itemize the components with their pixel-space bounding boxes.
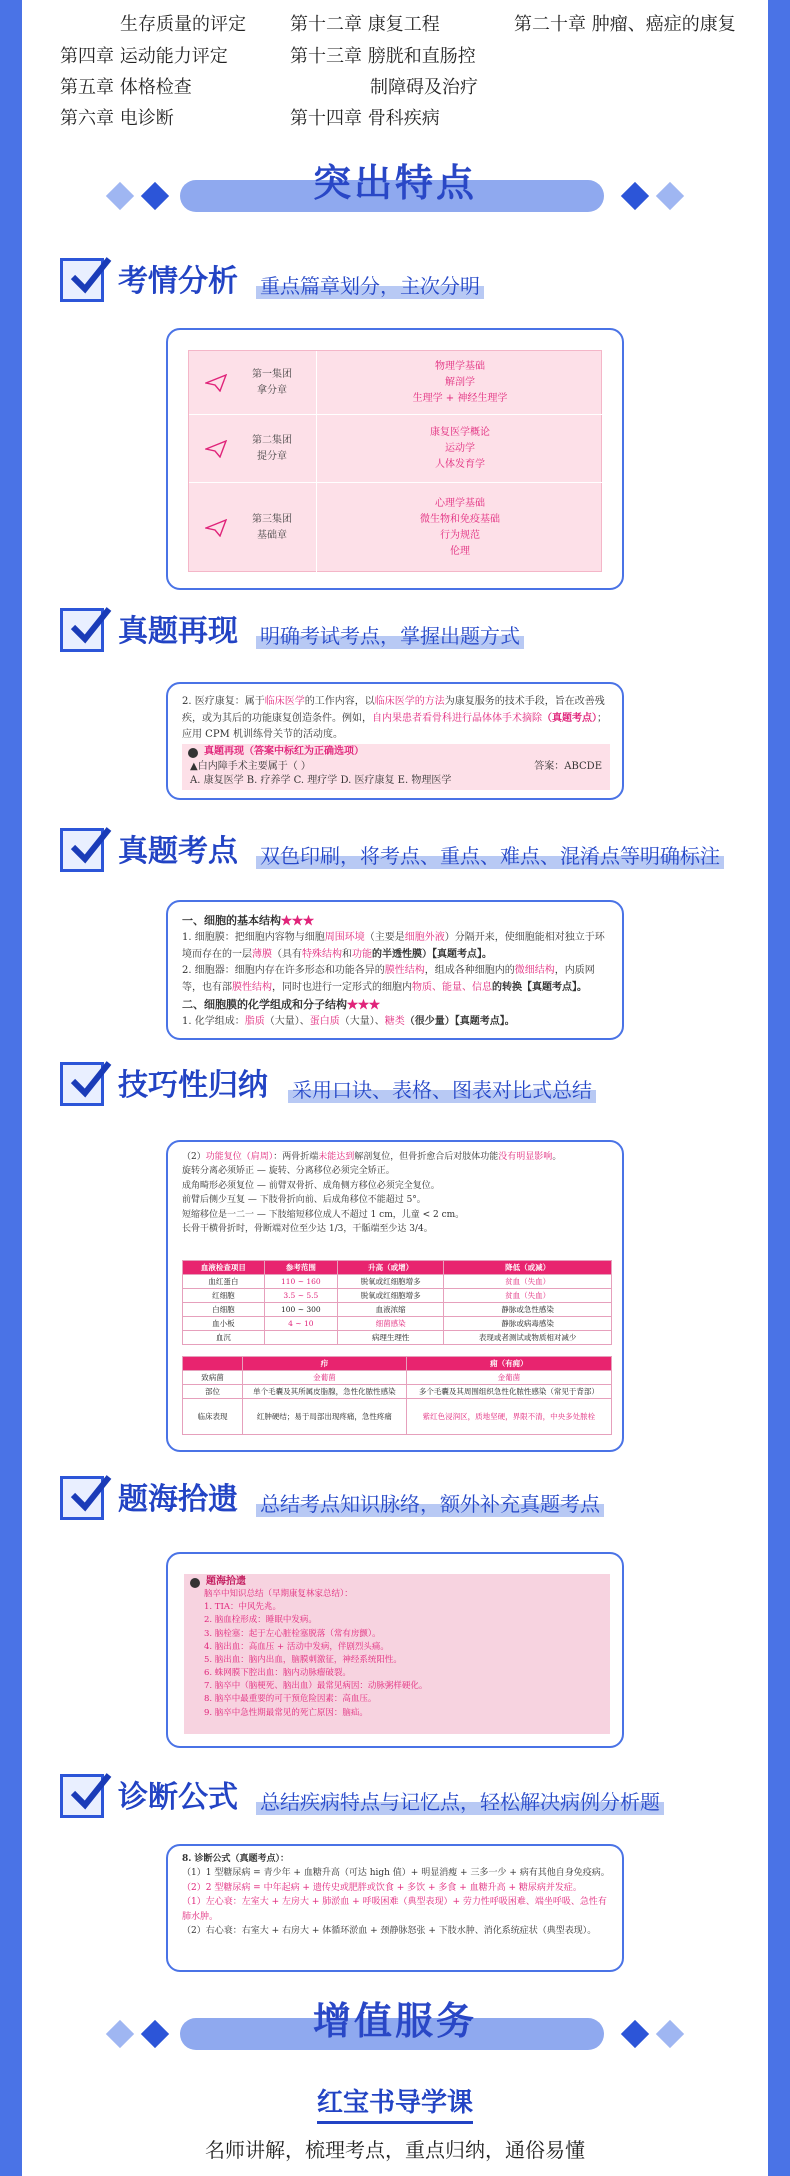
- right-border: [768, 0, 790, 2176]
- gongshi-line: （2）2 型糖尿病 = 中年起病 + 遗传史或肥胖或饮食 + 多饮 + 多食 + 血糖升高 + 糖尿病并发症。: [182, 1882, 582, 1893]
- kaodian-heading: 一、细胞的基本结构★★★: [182, 914, 314, 927]
- course-desc: 名师讲解，梳理考点，重点归纳，通俗易懂: [205, 2138, 585, 2162]
- course-title: 红宝书导学课: [317, 2082, 473, 2124]
- stars: ★★★: [281, 914, 314, 927]
- jiqiao-line: 成角畸形必须复位 — 前臂双骨折、成角侧方移位必须完全复位。: [182, 1180, 440, 1191]
- kaodian-card: [166, 900, 624, 1040]
- section-header-zhenti: [60, 606, 760, 666]
- table-row: 红细胞 3.5 ~ 5.5 脱氧或红细胞增多 贫血（失血）: [183, 1289, 612, 1303]
- section-title: 考情分析: [118, 264, 238, 299]
- jiqiao-line: 短缩移位是一二一 — 下肢缩短移位成人不超过 1 cm，儿童 < 2 cm。: [182, 1209, 465, 1220]
- kaodian-paragraph: 1. 细胞膜：把细胞内容物与细胞周围环境（主要是细胞外液）分隔开来，使细胞能相对独立于环境而存在的一层薄膜（具有特殊结构和功能的半透性膜）【真题考点】。: [182, 932, 605, 960]
- toc-line: 第十二章 康复工程: [290, 14, 440, 35]
- table-header-row: 血液检查项目 参考范围 升高（或增） 降低（或减）: [183, 1261, 612, 1275]
- kaoqing-card: [166, 328, 624, 590]
- group-name: 第二集团: [252, 434, 292, 446]
- section-subtitle: 总结疾病特点与记忆点，轻松解决病例分析题: [256, 1786, 664, 1815]
- toc-line: 第二十章 肿瘤、癌症的康复: [514, 14, 736, 35]
- table-row: 致病菌 金葡菌 金葡菌: [183, 1371, 612, 1385]
- table-header-row: 疖 痈（有痈）: [183, 1357, 612, 1371]
- section-subtitle: 明确考试考点，掌握出题方式: [256, 620, 524, 649]
- paper-plane-icon: [205, 440, 227, 458]
- checkbox-icon: [60, 1476, 104, 1520]
- left-border: [0, 0, 22, 2176]
- stars: ★★★: [347, 998, 380, 1012]
- blood-table: [182, 1260, 612, 1345]
- section-title: 题海拾遗: [118, 1482, 238, 1517]
- jiqiao-line: 长骨干横骨折时，骨断端对位至少达 1/3，干骺端至少达 3/4。: [182, 1223, 433, 1234]
- list-item: 7. 脑卒中（脑梗死、脑出血）最常见病因：动脉粥样硬化。: [204, 1681, 428, 1692]
- graduate-icon: [188, 748, 198, 758]
- kaodian-heading: 二、细胞膜的化学组成和分子结构★★★: [182, 998, 380, 1012]
- toc-line: 第五章 体格检查: [60, 77, 192, 98]
- gongshi-line: （1）1 型糖尿病 = 青少年 + 血糖升高（可达 high 值）+ 明显消瘦 + 三多一少 + 病有其他自身免疫病。: [182, 1868, 610, 1879]
- tihai-box: [184, 1574, 610, 1734]
- section-subtitle: 总结考点知识脉络，额外补充真题考点: [256, 1488, 604, 1517]
- table-row: 部位 单个毛囊及其所属皮脂腺，急性化脓性感染 多个毛囊及其周围组织急性化脓性感染（常见于背部）: [183, 1385, 612, 1399]
- zhenti-paragraph: 2. 医疗康复：属于临床医学的工作内容，以临床医学的方法为康复服务的技术手段，旨在改善残疾，或为其后的功能康复创造条件。例如，自内果患者看骨科进行晶体体手术摘除（真题考点）；应用 CPM 机训练骨关节的活动度。: [182, 696, 607, 740]
- toc-line: 第十四章 骨科疾病: [290, 108, 440, 129]
- toc-line: 制障碍及治疗: [370, 77, 478, 98]
- course-title-wrap: [0, 2082, 790, 2124]
- paper-plane-icon: [205, 374, 227, 392]
- table-row: 血红蛋白 110 ~ 160 脱氧或红细胞增多 贫血（失血）: [183, 1275, 612, 1289]
- tihai-intro: 脑卒中知识总结（早期康复林家总结）：: [204, 1589, 353, 1599]
- section-subtitle: 双色印刷，将考点、重点、难点、混淆点等明确标注: [256, 840, 724, 869]
- group-items: 心理学基础 微生物和免疫基础 行为规范 伦理: [420, 498, 500, 557]
- question-text: ▲白内障手术主要属于（ ）: [190, 761, 311, 772]
- jiqiao-line: 前臂后侧少互复 — 下肢骨折向前、后成角移位不能超过 5°。: [182, 1195, 426, 1206]
- section-header-gongshi: [60, 1772, 760, 1832]
- table-row: 白细胞 100 ~ 300 血液浓缩 静脉或急性感染: [183, 1303, 612, 1317]
- toc-line: 第十三章 膀胱和直肠控: [290, 46, 476, 67]
- table-row: 血沉 病理生理性 表现或者测试或物质相对减少: [183, 1331, 612, 1345]
- checkbox-icon: [60, 828, 104, 872]
- banner-title: 突出特点: [312, 161, 477, 205]
- checkbox-icon: [60, 258, 104, 302]
- group-tag: 提分章: [257, 450, 287, 462]
- list-item: 1. TIA：中风先兆。: [204, 1602, 281, 1613]
- gongshi-line: （2）右心衰：右室大 + 右房大 + 体循环淤血 + 颈静脉怒张 + 下肢水肿、消化系统症状（典型表现）。: [182, 1925, 597, 1936]
- groups-grid: [188, 350, 602, 572]
- group-name: 第一集团: [252, 368, 292, 380]
- jiqiao-line: 旋转分离必须矫正 — 旋转、分离移位必须完全矫正。: [182, 1166, 395, 1177]
- list-item: 6. 蛛网膜下腔出血：脑内动脉瘤破裂。: [204, 1668, 351, 1679]
- list-item: 3. 脑栓塞：起于左心脏栓塞脱落（常有房颤）。: [204, 1628, 381, 1639]
- section-title: 技巧性归纳: [118, 1068, 268, 1103]
- answer-text: 答案：ABCDE: [534, 761, 602, 772]
- boil-table: [182, 1356, 612, 1435]
- group-row: [189, 351, 603, 415]
- table-row: 血小板 4 ~ 10 细菌感染 静脉或病毒感染: [183, 1317, 612, 1331]
- paper-plane-icon: [205, 519, 227, 537]
- tihai-label: 题海拾遗: [206, 1576, 246, 1587]
- toc-line: 第四章 运动能力评定: [60, 46, 228, 67]
- banner-title: 增值服务: [312, 1999, 477, 2043]
- section-subtitle: 重点篇章划分，主次分明: [256, 270, 484, 299]
- options-text: A. 康复医学 B. 疗养学 C. 理疗学 D. 医疗康复 E. 物理医学: [190, 775, 452, 786]
- group-row: [189, 415, 603, 483]
- jiqiao-card: [166, 1140, 624, 1452]
- section-header-tihai: [60, 1474, 760, 1534]
- graduate-icon: [190, 1578, 200, 1588]
- checkbox-icon: [60, 608, 104, 652]
- kaodian-paragraph: 2. 细胞器：细胞内存在许多形态和功能各异的膜性结构，组成各种细胞内的微细结构，内质网等，也有部膜性结构，同时也进行一定形式的细胞内物质、能量、信息的转换【真题考点】。: [182, 965, 595, 993]
- jiqiao-line: （2）功能复位（肩周）：两骨折端未能达到解剖复位，但骨折愈合后对肢体功能没有明显影响。: [182, 1152, 562, 1162]
- section-header-jiqiao: [60, 1060, 760, 1120]
- toc-line: 生存质量的评定: [120, 14, 246, 35]
- services-banner: [100, 1990, 690, 2070]
- tihai-card: [166, 1552, 624, 1748]
- list-item: 4. 脑出血：高血压 + 活动中发病，伴剧烈头痛。: [204, 1641, 389, 1652]
- section-subtitle: 采用口诀、表格、图表对比式总结: [288, 1074, 596, 1103]
- checkbox-icon: [60, 1774, 104, 1818]
- list-item: 8. 脑卒中最重要的可干预危险因素：高血压。: [204, 1694, 377, 1705]
- list-item: 2. 脑血栓形成：睡眠中发病。: [204, 1615, 317, 1626]
- section-title: 诊断公式: [118, 1780, 238, 1815]
- zhenti-card: [166, 682, 624, 800]
- section-title: 真题考点: [118, 834, 238, 869]
- section-header-kaodian: [60, 826, 760, 886]
- section-header-kaoqing: [60, 256, 760, 316]
- group-row: [189, 483, 603, 573]
- question-box-title: 真题再现（答案中标红为正确选项）: [204, 746, 364, 757]
- checkbox-icon: [60, 1062, 104, 1106]
- group-tag: 基础章: [257, 530, 287, 541]
- table-row: 临床表现 红肿硬结；易于局部出现疼痛，急性疼痛 紫红色浸润区，质地坚硬，界限不清，中央多处脓栓: [183, 1399, 612, 1435]
- group-name: 第三集团: [252, 514, 292, 525]
- table-of-contents: [60, 0, 760, 140]
- kaodian-paragraph: 1. 化学组成：脂质（大量）、蛋白质（大量）、糖类（很少量）【真题考点】。: [182, 1016, 515, 1028]
- toc-line: 第六章 电诊断: [60, 108, 174, 129]
- section-title: 真题再现: [118, 614, 238, 649]
- group-items: 物理学基础 解剖学 生理学 + 神经生理学: [412, 360, 508, 404]
- gongshi-line: （1）左心衰：左室大 + 左房大 + 肺淤血 + 呼吸困难（典型表现）+ 劳力性呼吸困难、端坐呼吸、急性有肺水肿。: [182, 1897, 607, 1922]
- group-tag: 拿分章: [257, 384, 287, 396]
- list-item: 9. 脑卒中急性期最常见的死亡原因：脑疝。: [204, 1707, 368, 1718]
- group-items: 康复医学概论 运动学 人体发育学: [430, 426, 490, 470]
- list-item: 5. 脑出血：脑内出血，脑膜刺激征，神经系统阳性。: [204, 1654, 402, 1665]
- zhenti-question-box: [182, 744, 610, 790]
- gongshi-card: [166, 1844, 624, 1972]
- gongshi-title: 8. 诊断公式（真题考点）：: [182, 1854, 290, 1864]
- features-banner: [100, 152, 690, 232]
